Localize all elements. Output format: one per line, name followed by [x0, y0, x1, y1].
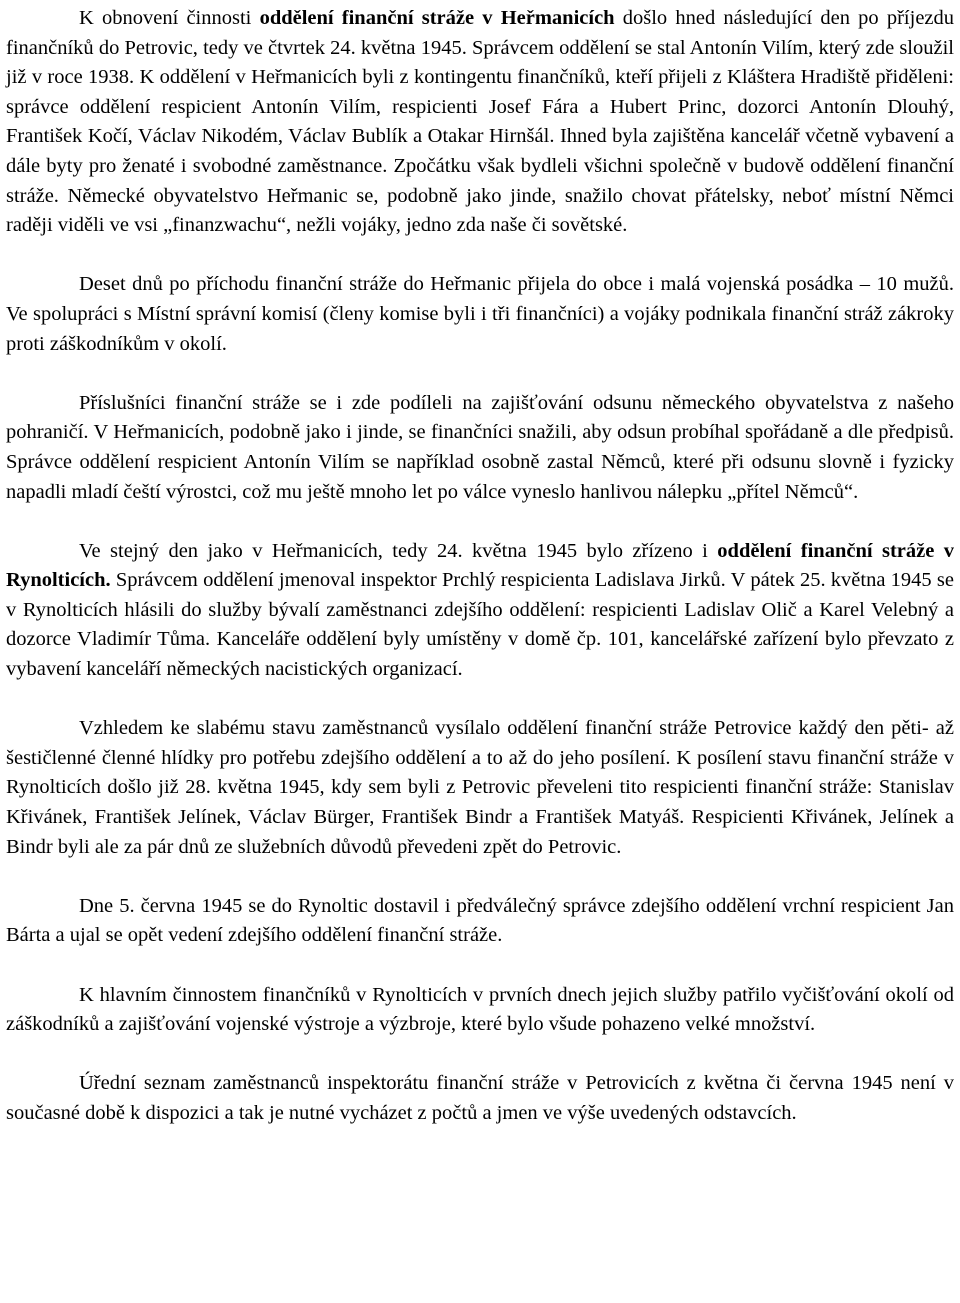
- text-run: Ve stejný den jako v Heřmanicích, tedy 24. května 1945 bylo zřízeno i: [79, 539, 718, 562]
- text-run: Úřední seznam zaměstnanců inspektorátu finanční stráže v Petrovicích z května či června 1945 není v současné době k dispozici a tak je nutné vycházet z počtů a jmen ve výše uvedených odstavcích.: [6, 1072, 954, 1124]
- paragraph-official-list: [6, 1069, 954, 1128]
- text-run: K hlavním činnostem finančníků v Rynolticích v prvních dnech jejich služby patřilo vyčišťování okolí od záškodníků a zajišťování vojenské výstroje a výzbroje, které bylo všude pohazeno velké množství.: [6, 983, 954, 1036]
- paragraph-rynoltice-intro: [6, 537, 954, 685]
- text-run: Příslušníci finanční stráže se i zde podíleli na zajišťování odsunu německého obyvatelstva z našeho pohraničí. V Heřmanicích, podobně jako i jinde, se finančníci snažili, aby odsun probíhal spořádaně a dle předpisů. Správce oddělení respicient Antonín Vilím se například osobně zastal Němců, které při odsunu slovně i fyzicky napadli mladí čeští výrostci, což mu ještě mnoho let po válce vyneslo hanlivou nálepku „přítel Němců“.: [6, 391, 954, 503]
- paragraph-hermanice-intro: [6, 4, 954, 241]
- text-run: Správcem oddělení jmenoval inspektor Prchlý respicienta Ladislava Jirků. V pátek 25. května 1945 se v Rynolticích hlásili do služby bývalí zaměstnanci zdejšího oddělení: respicienti Ladislav Olič a Karel Velebný a dozorce Vladimír Tůma. Kanceláře oddělení byly umístěny v domě čp. 101, kancelářské zařízení bylo převzato z vybavení kanceláří německých nacistických organizací.: [6, 569, 954, 681]
- bold-heading-rynoltice: oddělení finanční stráže v Rynolticích.: [6, 539, 954, 592]
- paragraph-patrols: [6, 714, 954, 862]
- text-run: Deset dnů po příchodu finanční stráže do Heřmanic přijela do obce i malá vojenská posádka – 10 mužů. Ve spolupráci s Místní správní komisí (členy komise byli i tři finančníci) a vojáky podnikala finanční stráž zákroky proti záškodníkům v okolí.: [6, 273, 954, 355]
- paragraph-military-garrison: [6, 270, 954, 359]
- text-run: Dne 5. června 1945 se do Rynoltic dostavil i předválečný správce zdejšího oddělení vrchní respicient Jan Bárta a ujal se opět vedení zdejšího oddělení finanční stráže.: [6, 894, 954, 947]
- paragraph-barta: [6, 892, 954, 951]
- text-run: došlo hned následující den po příjezdu finančníků do Petrovic, tedy ve čtvrtek 24. května 1945. Správcem oddělení se stal Antonín Vilím, který zde sloužil již v roce 1938. K oddělení v Heřmanicích byli z kontingentu finančníků, kteří přijeli z Kláštera Hradiště přiděleni: správce oddělení respicient Antonín Vilím, respicienti Josef Fára a Hubert Princ, dozorci Antonín Dlouhý, František Kočí, Václav Nikodém, Václav Bublík a Otakar Hirnšál. Ihned byla zajištěna kancelář včetně vybavení a dále byty pro ženaté i svobodné zaměstnance. Zpočátku však bydleli všichni společně v budově oddělení finanční stráže. Německé obyvatelstvo Heřmanic se, podobně jako jinde, snažilo chovat přátelsky, neboť místní Němci raději viděli ve vsi „finanzwachu“, nežli vojáky, jedno zda naše či sovětské.: [6, 7, 955, 237]
- text-run: K obnovení činnosti: [79, 7, 260, 29]
- text-run: Vzhledem ke slabému stavu zaměstnanců vysílalo oddělení finanční stráže Petrovice každý den pěti- až šestičlenné členné hlídky pro potřebu zdejšího oddělení a to až do jeho posílení. K posílení stavu finanční stráže v Rynolticích došlo již 28. května 1945, kdy sem byli z Petrovic převeleni tito respicienti finanční stráže: Stanislav Křivánek, František Jelínek, Václav Bürger, František Bindr a František Matyáš. Respicienti Křivánek, Jelínek a Bindr byli ale za pár dnů ze služebních důvodů převedeni zpět do Petrovic.: [6, 717, 954, 858]
- paragraph-expulsion: [6, 389, 954, 507]
- bold-heading-hermanice: oddělení finanční stráže v Heřmanicích: [259, 7, 615, 29]
- paragraph-main-activities: [6, 981, 954, 1040]
